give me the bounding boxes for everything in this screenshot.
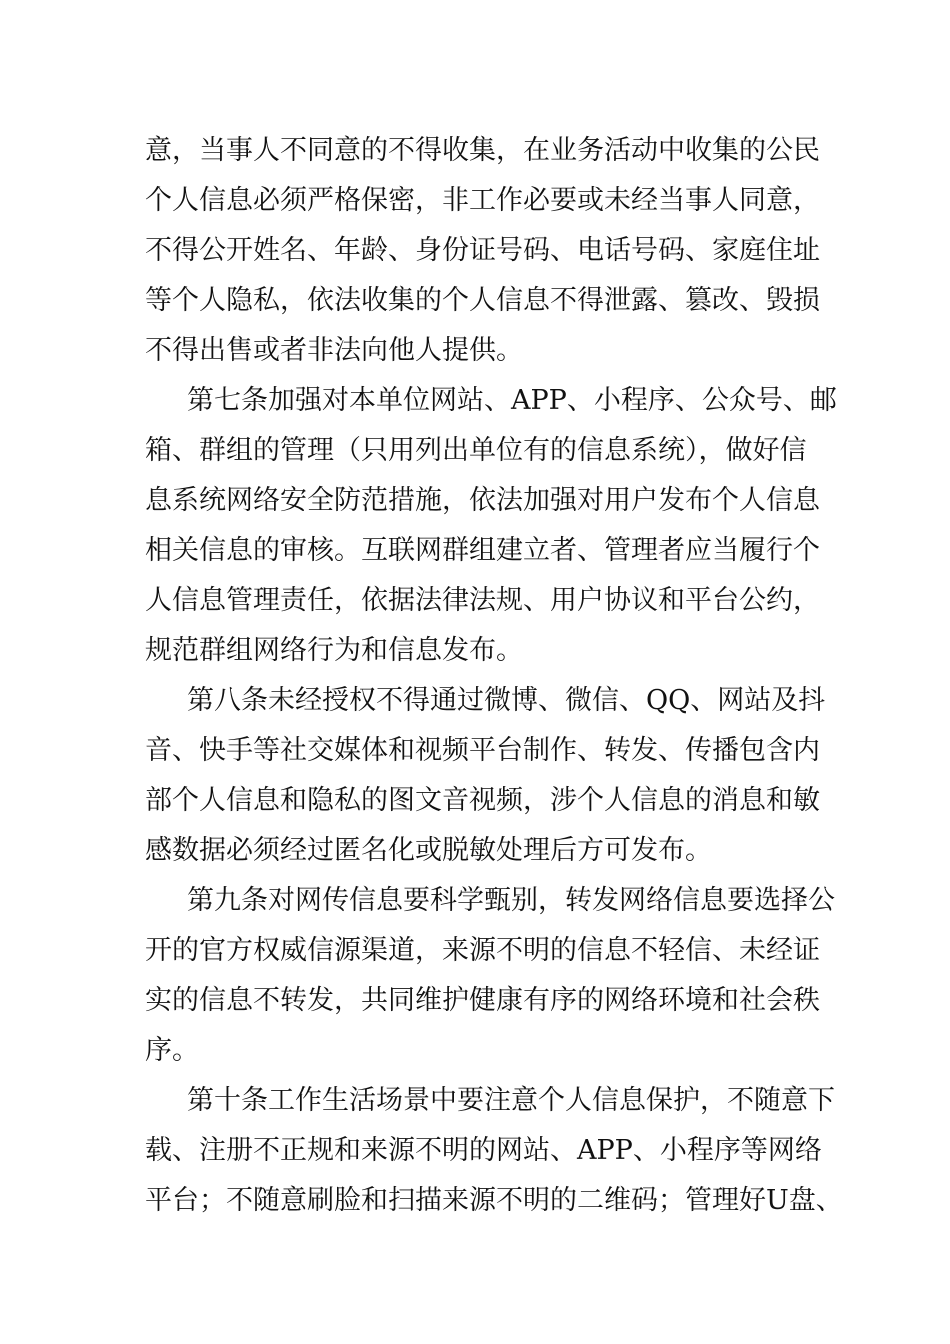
text-line: 载、注册不正规和来源不明的网站、APP、小程序等网络 [145,1135,822,1166]
text-line: 开的官方权威信源渠道，来源不明的信息不轻信、未经证 [145,935,820,966]
article-9-paragraph [145,876,835,1076]
text-line: 第八条未经授权不得通过微博、微信、QQ、网站及抖 [187,685,826,716]
text-line: 等个人隐私，依法收集的个人信息不得泄露、篡改、毁损 [145,285,820,316]
article-8-paragraph [145,676,825,876]
text-line: 感数据必须经过匿名化或脱敏处理后方可发布。 [145,835,712,866]
text-line: 不得出售或者非法向他人提供。 [145,335,523,366]
article-10-paragraph [145,1076,843,1226]
text-line: 音、快手等社交媒体和视频平台制作、转发、传播包含内 [145,735,820,766]
text-line: 序。 [145,1035,199,1066]
text-line: 相关信息的审核。互联网群组建立者、管理者应当履行个 [145,535,820,566]
text-line: 息系统网络安全防范措施，依法加强对用户发布个人信息 [145,485,820,516]
text-line: 规范群组网络行为和信息发布。 [145,635,523,666]
text-line: 部个人信息和隐私的图文音视频，涉个人信息的消息和敏 [145,785,820,816]
text-line: 第七条加强对本单位网站、APP、小程序、公众号、邮 [187,385,837,416]
paragraph-continuation [145,126,825,376]
text-line: 第九条对网传信息要科学甄别，转发网络信息要选择公 [187,885,835,916]
text-line: 意，当事人不同意的不得收集，在业务活动中收集的公民 [145,135,820,166]
text-line: 第十条工作生活场景中要注意个人信息保护，不随意下 [187,1085,835,1116]
text-line: 个人信息必须严格保密，非工作必要或未经当事人同意， [145,185,820,216]
document-body [145,126,843,1226]
text-line: 箱、群组的管理（只用列出单位有的信息系统），做好信 [145,435,807,466]
article-7-paragraph [145,376,837,676]
text-line: 不得公开姓名、年龄、身份证号码、电话号码、家庭住址 [145,235,820,266]
text-line: 实的信息不转发，共同维护健康有序的网络环境和社会秩 [145,985,820,1016]
text-line: 人信息管理责任，依据法律法规、用户协议和平台公约， [145,585,820,616]
text-line: 平台；不随意刷脸和扫描来源不明的二维码；管理好U盘、 [145,1185,843,1216]
